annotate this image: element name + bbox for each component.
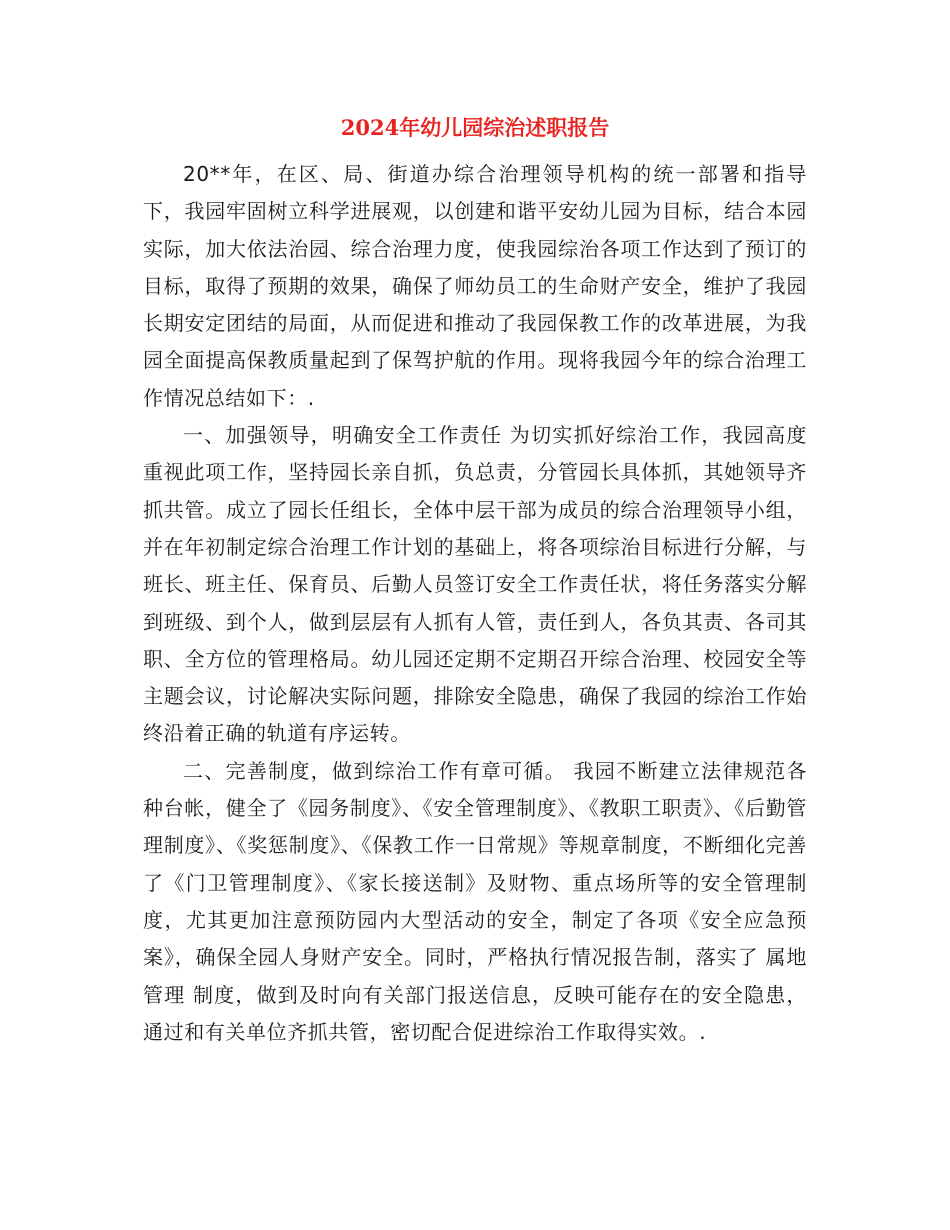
paragraph-intro: 20**年，在区、局、街道办综合治理领导机构的统一部署和指导下，我园牢固树立科学进展观，以创建和谐平安幼儿园为目标，结合本园实际，加大依法治园、综合治理力度，使我园综治各项工作达到了预订的目标，取得了预期的效果，确保了师幼员工的生命财产安全，维护了我园长期安定团结的局面，从而促进和推动了我园保教工作的改革进展，为我园全面提高保教质量起到了保驾护航的作用。现将我园今年的综合治理工作情况总结如下：. [143,162,807,410]
document-body [143,156,807,1051]
paragraph-regulations: 二、完善制度，做到综治工作有章可循。 我园不断建立法律规范各种台帐，健全了《园务制度》、《安全管理制度》、《教职工职责》、《后勤管理制度》、《奖惩制度》、《保教工作一日常规》等规章制度，不断细化完善了《门卫管理制度》、《家长接送制》及财物、重点场所等的安全管理制度，尤其更加注意预防园内大型活动的安全，制定了各项《安全应急预案》，确保全园人身财产安全。同时，严格执行情况报告制，落实了 属地管理 制度，做到及时向有关部门报送信息，反映可能存在的安全隐患，通过和有关单位齐抓共管，密切配合促进综治工作取得实效。. [143,758,807,1044]
paragraph-leadership: 一、加强领导，明确安全工作责任 为切实抓好综治工作，我园高度重视此项工作，坚持园长亲自抓，负总责，分管园长具体抓，其她领导齐抓共管。成立了园长任组长，全体中层干部为成员的综合治理领导小组，并在年初制定综合治理工作计划的基础上，将各项综治目标进行分解，与班长、班主任、保育员、后勤人员签订安全工作责任状，将任务落实分解到班级、到个人，做到层层有人抓有人管，责任到人，各负其责、各司其职、全方位的管理格局。幼儿园还定期不定期召开综合治理、校园安全等主题会议，讨论解决实际问题，排除安全隐患，确保了我园的综治工作始终沿着正确的轨道有序运转。 [143,423,807,746]
document-title: 2024年幼儿园综治述职报告 [340,115,610,140]
